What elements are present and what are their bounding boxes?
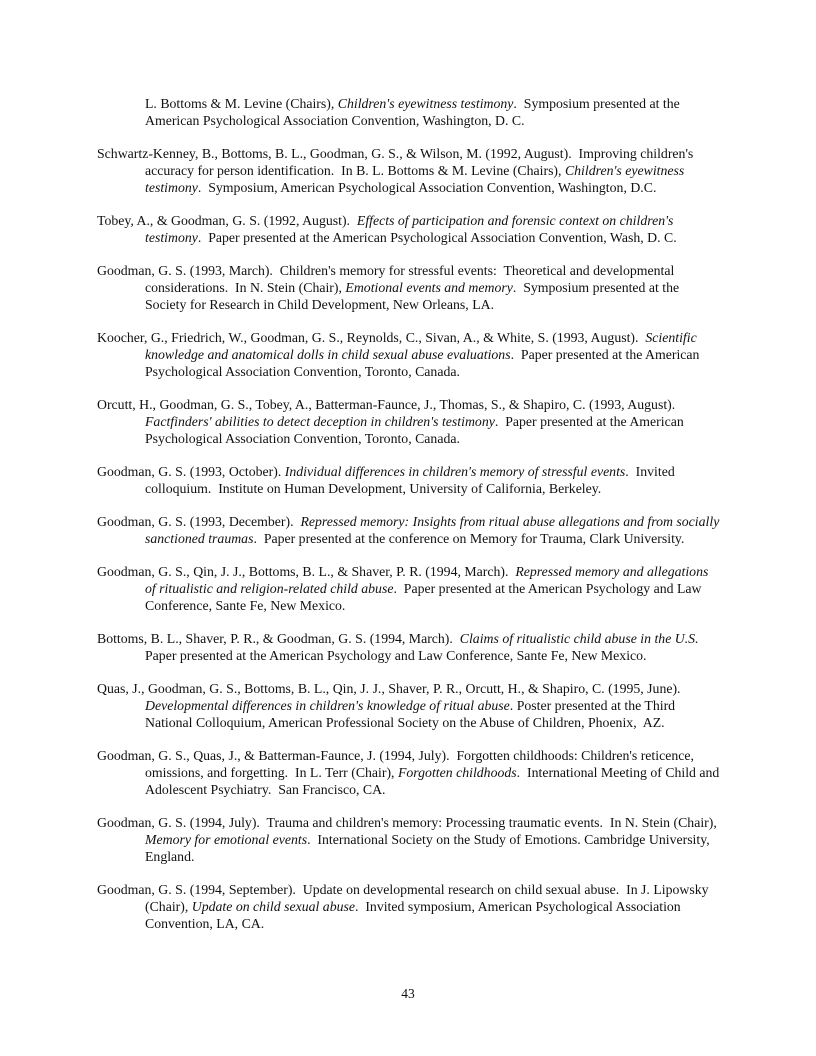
reference-title-italic: Individual differences in children's memory of stressful events bbox=[284, 464, 626, 479]
reference-entry bbox=[97, 563, 721, 614]
reference-entry bbox=[97, 145, 721, 196]
reference-text: Goodman, G. S. (1993, December). bbox=[97, 514, 301, 529]
reference-text: Bottoms, B. L., Shaver, P. R., & Goodman, G. S. (1994, March). bbox=[97, 631, 460, 646]
reference-title-italic: Repressed memory: Insights from ritual abuse allegations and from socially sanctioned traumas bbox=[145, 514, 723, 546]
reference-text: Paper presented at the American Psychology and Law Conference, Sante Fe, New Mexico. bbox=[145, 631, 702, 663]
reference-title-italic: Memory for emotional events bbox=[145, 832, 308, 847]
reference-entry bbox=[97, 329, 721, 380]
reference-text: . International Meeting of Child and Adolescent Psychiatry. San Francisco, CA. bbox=[145, 765, 723, 797]
reference-text: . Paper presented at the American Psychological Association Convention, Wash, D. C. bbox=[197, 230, 677, 245]
reference-text: Goodman, G. S., Qin, J. J., Bottoms, B. L., & Shaver, P. R. (1994, March). bbox=[97, 564, 516, 579]
reference-title-italic: Repressed memory and allegations of ritualistic and religion-related child abuse bbox=[145, 564, 712, 596]
reference-title-italic: Effects of participation and forensic context on children's testimony bbox=[145, 213, 677, 245]
reference-text: L. Bottoms & M. Levine (Chairs), bbox=[145, 96, 338, 111]
reference-entry bbox=[97, 262, 721, 313]
reference-entry bbox=[97, 396, 721, 447]
reference-entry bbox=[97, 630, 721, 664]
reference-text: . Paper presented at the American Psychology and Law Conference, Sante Fe, New Mexico. bbox=[145, 581, 705, 613]
reference-title-italic: Scientific knowledge and anatomical dolls in child sexual abuse evaluations bbox=[145, 330, 701, 362]
reference-text: . Symposium presented at the Society for Research in Child Development, New Orleans, LA. bbox=[145, 280, 683, 312]
references-list bbox=[97, 95, 721, 948]
reference-text: Goodman, G. S. (1994, September). Update on developmental research on child sexual abuse. In J. Lipowsky (Chair), bbox=[97, 882, 712, 914]
reference-title-italic: Children's eyewitness testimony bbox=[337, 96, 514, 111]
reference-text: . Paper presented at the conference on Memory for Trauma, Clark University. bbox=[253, 531, 685, 546]
reference-title-italic: Developmental differences in children's knowledge of ritual abuse bbox=[145, 698, 510, 713]
reference-entry bbox=[97, 881, 721, 932]
reference-text: . Poster presented at the Third National Colloquium, American Professional Society on the Abuse of Children, Phoenix, AZ. bbox=[145, 698, 679, 730]
reference-text: Orcutt, H., Goodman, G. S., Tobey, A., Batterman-Faunce, J., Thomas, S., & Shapiro, C. (1993, August). bbox=[97, 397, 683, 412]
reference-text: . Invited symposium, American Psychological Association Convention, LA, CA. bbox=[145, 899, 685, 931]
reference-text: . Paper presented at the American Psychological Association Convention, Toronto, Canada. bbox=[145, 347, 703, 379]
reference-entry bbox=[97, 680, 721, 731]
reference-text: Koocher, G., Friedrich, W., Goodman, G. S., Reynolds, C., Sivan, A., & White, S. (1993, August). bbox=[97, 330, 646, 345]
reference-title-italic: Emotional events and memory bbox=[345, 280, 513, 295]
page-number: 43 bbox=[401, 986, 415, 1001]
reference-entry bbox=[97, 814, 721, 865]
reference-title-italic: Children's eyewitness testimony bbox=[145, 163, 688, 195]
reference-title-italic: Factfinders' abilities to detect deception in children's testimony bbox=[145, 414, 495, 429]
reference-text: . Invited colloquium. Institute on Human Development, University of California, Berkeley. bbox=[145, 464, 679, 496]
reference-text: . International Society on the Study of Emotions. Cambridge University, England. bbox=[145, 832, 714, 864]
reference-title-italic: Update on child sexual abuse bbox=[191, 899, 355, 914]
reference-text: Goodman, G. S. (1993, March). Children's memory for stressful events: Theoretical and developmental considerations. In N. Stein (Chair), bbox=[97, 263, 678, 295]
reference-text: . Paper presented at the American Psychological Association Convention, Toronto, Canada. bbox=[145, 414, 688, 446]
reference-text: Schwartz-Kenney, B., Bottoms, B. L., Goodman, G. S., & Wilson, M. (1992, August). Improving children's accuracy for person identification. In B. L. Bottoms & M. Levine (Chairs), bbox=[97, 146, 697, 178]
reference-text: Tobey, A., & Goodman, G. S. (1992, August). bbox=[97, 213, 357, 228]
reference-title-italic: Forgotten childhoods bbox=[397, 765, 517, 780]
reference-entry-continuation bbox=[97, 95, 721, 129]
reference-text: . Symposium, American Psychological Association Convention, Washington, D.C. bbox=[197, 180, 657, 195]
reference-entry bbox=[97, 513, 721, 547]
reference-text: Quas, J., Goodman, G. S., Bottoms, B. L., Qin, J. J., Shaver, P. R., Orcutt, H., & Shapiro, C. (1995, June). bbox=[97, 681, 688, 696]
reference-entry bbox=[97, 212, 721, 246]
reference-text: Goodman, G. S., Quas, J., & Batterman-Faunce, J. (1994, July). Forgotten childhoods: Children's reticence, omissions, and forgetting. In L. Terr (Chair), bbox=[97, 748, 698, 780]
reference-text: Goodman, G. S. (1993, October). bbox=[97, 464, 285, 479]
reference-entry bbox=[97, 747, 721, 798]
reference-text: . Symposium presented at the American Psychological Association Convention, Washington, D. C. bbox=[145, 96, 683, 128]
reference-text: Goodman, G. S. (1994, July). Trauma and children's memory: Processing traumatic events. In N. Stein (Chair), bbox=[97, 815, 721, 830]
reference-title-italic: Claims of ritualistic child abuse in the U.S. bbox=[459, 631, 699, 646]
reference-entry bbox=[97, 463, 721, 497]
